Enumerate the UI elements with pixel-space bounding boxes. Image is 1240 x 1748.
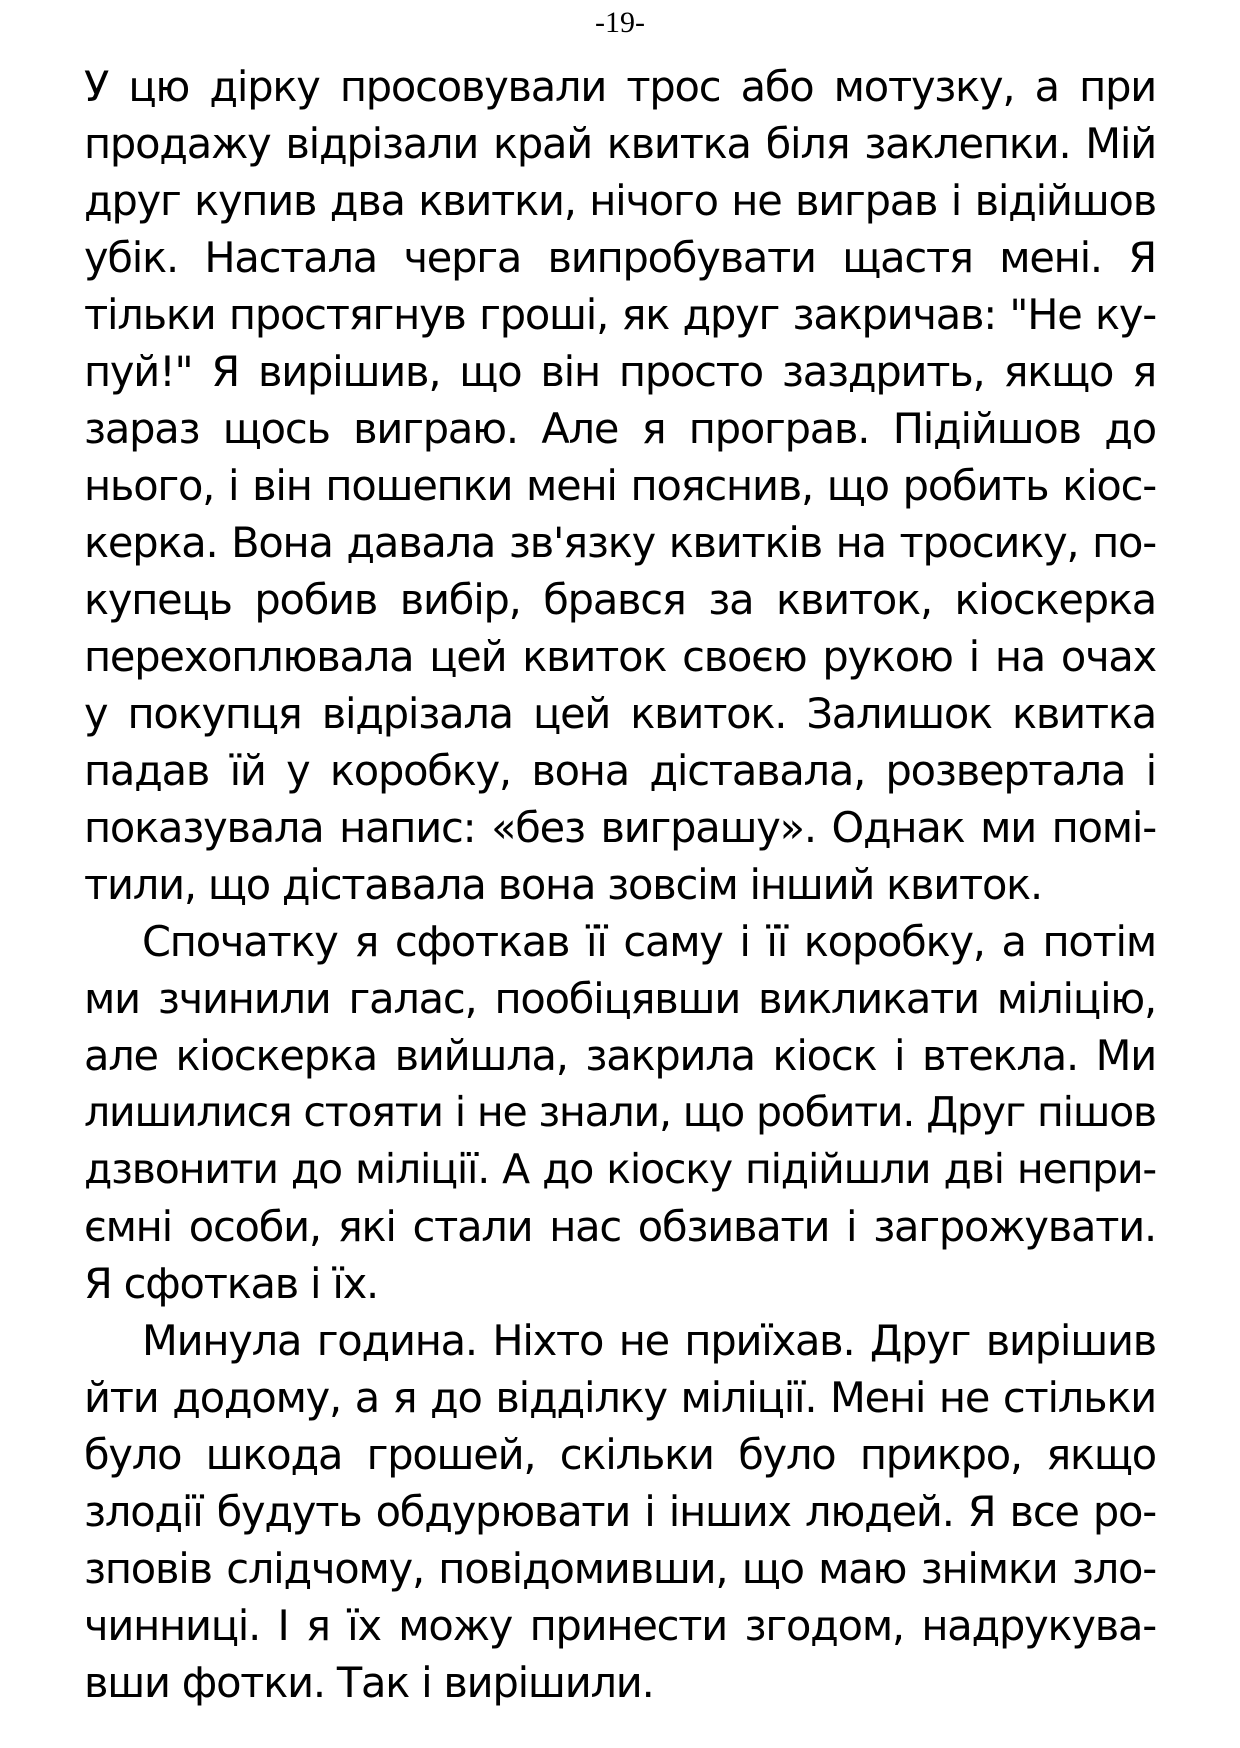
text-line: тільки простягнув гроші, як друг закричав: "Не ку-: [84, 290, 1156, 339]
text-line: зповів слідчому, повідомивши, що маю знімки зло-: [84, 1544, 1156, 1593]
paragraph-1: [84, 58, 1156, 913]
text-line: У цю дірку просовували трос або мотузку, а при: [84, 62, 1156, 111]
text-line: тили, що діставала вона зовсім інший квиток.: [84, 860, 1043, 909]
text-line: але кіоскерка вийшла, закрила кіоск і втекла. Ми: [84, 1031, 1156, 1080]
text-line: лишилися стояти і не знали, що робити. Друг пішов: [84, 1088, 1156, 1136]
text-line: друг купив два квитки, нічого не виграв і відійшов: [84, 176, 1156, 225]
text-line: вши фотки. Так і вирішили.: [84, 1658, 654, 1707]
text-line: Минула година. Ніхто не приїхав. Друг вирішив: [142, 1316, 1156, 1365]
text-line: у покупця відрізала цей квиток. Залишок квитка: [84, 689, 1156, 738]
text-line: купець робив вибір, брався за квиток, кіоскерка: [84, 575, 1156, 624]
text-line: убік. Настала черга випробувати щастя мені. Я: [84, 233, 1156, 282]
text-line: злодії будуть обдурювати і інших людей. Я все ро-: [84, 1487, 1156, 1536]
text-line: показувала напис: «без виграшу». Однак ми помі-: [84, 803, 1156, 852]
paragraph-3: [84, 1312, 1156, 1711]
text-line: зараз щось виграю. Але я програв. Підійшов до: [84, 404, 1156, 453]
text-line: йти додому, а я до відділку міліції. Мені не стільки: [84, 1373, 1156, 1422]
text-line: ми зчинили галас, пообіцявши викликати міліцію,: [84, 974, 1156, 1023]
page-number: -19-: [595, 6, 645, 39]
page-body: [84, 58, 1156, 1711]
text-line: дзвонити до міліції. А до кіоску підійшли дві непри-: [84, 1145, 1156, 1193]
text-line: Я сфоткав і їх.: [84, 1259, 379, 1308]
text-line: продажу відрізали край квитка біля заклепки. Мій: [84, 119, 1156, 168]
text-line: падав їй у коробку, вона діставала, розвертала і: [84, 746, 1156, 795]
text-line: було шкода грошей, скільки було прикро, якщо: [84, 1430, 1156, 1479]
text-line: перехоплювала цей квиток своєю рукою і на очах: [84, 632, 1156, 681]
text-line: ємні особи, які стали нас обзивати і загрожувати.: [84, 1202, 1156, 1251]
text-line: чинниці. І я їх можу принести згодом, надрукува-: [84, 1601, 1156, 1650]
text-line: керка. Вона давала зв'язку квитків на тросику, по-: [84, 518, 1156, 567]
paragraph-2: [84, 913, 1156, 1312]
text-line: нього, і він пошепки мені пояснив, що робить кіос-: [84, 461, 1156, 510]
text-line: пуй!" Я вирішив, що він просто заздрить, якщо я: [84, 347, 1156, 396]
text-line: Спочатку я сфоткав її саму і її коробку, а потім: [142, 917, 1156, 966]
